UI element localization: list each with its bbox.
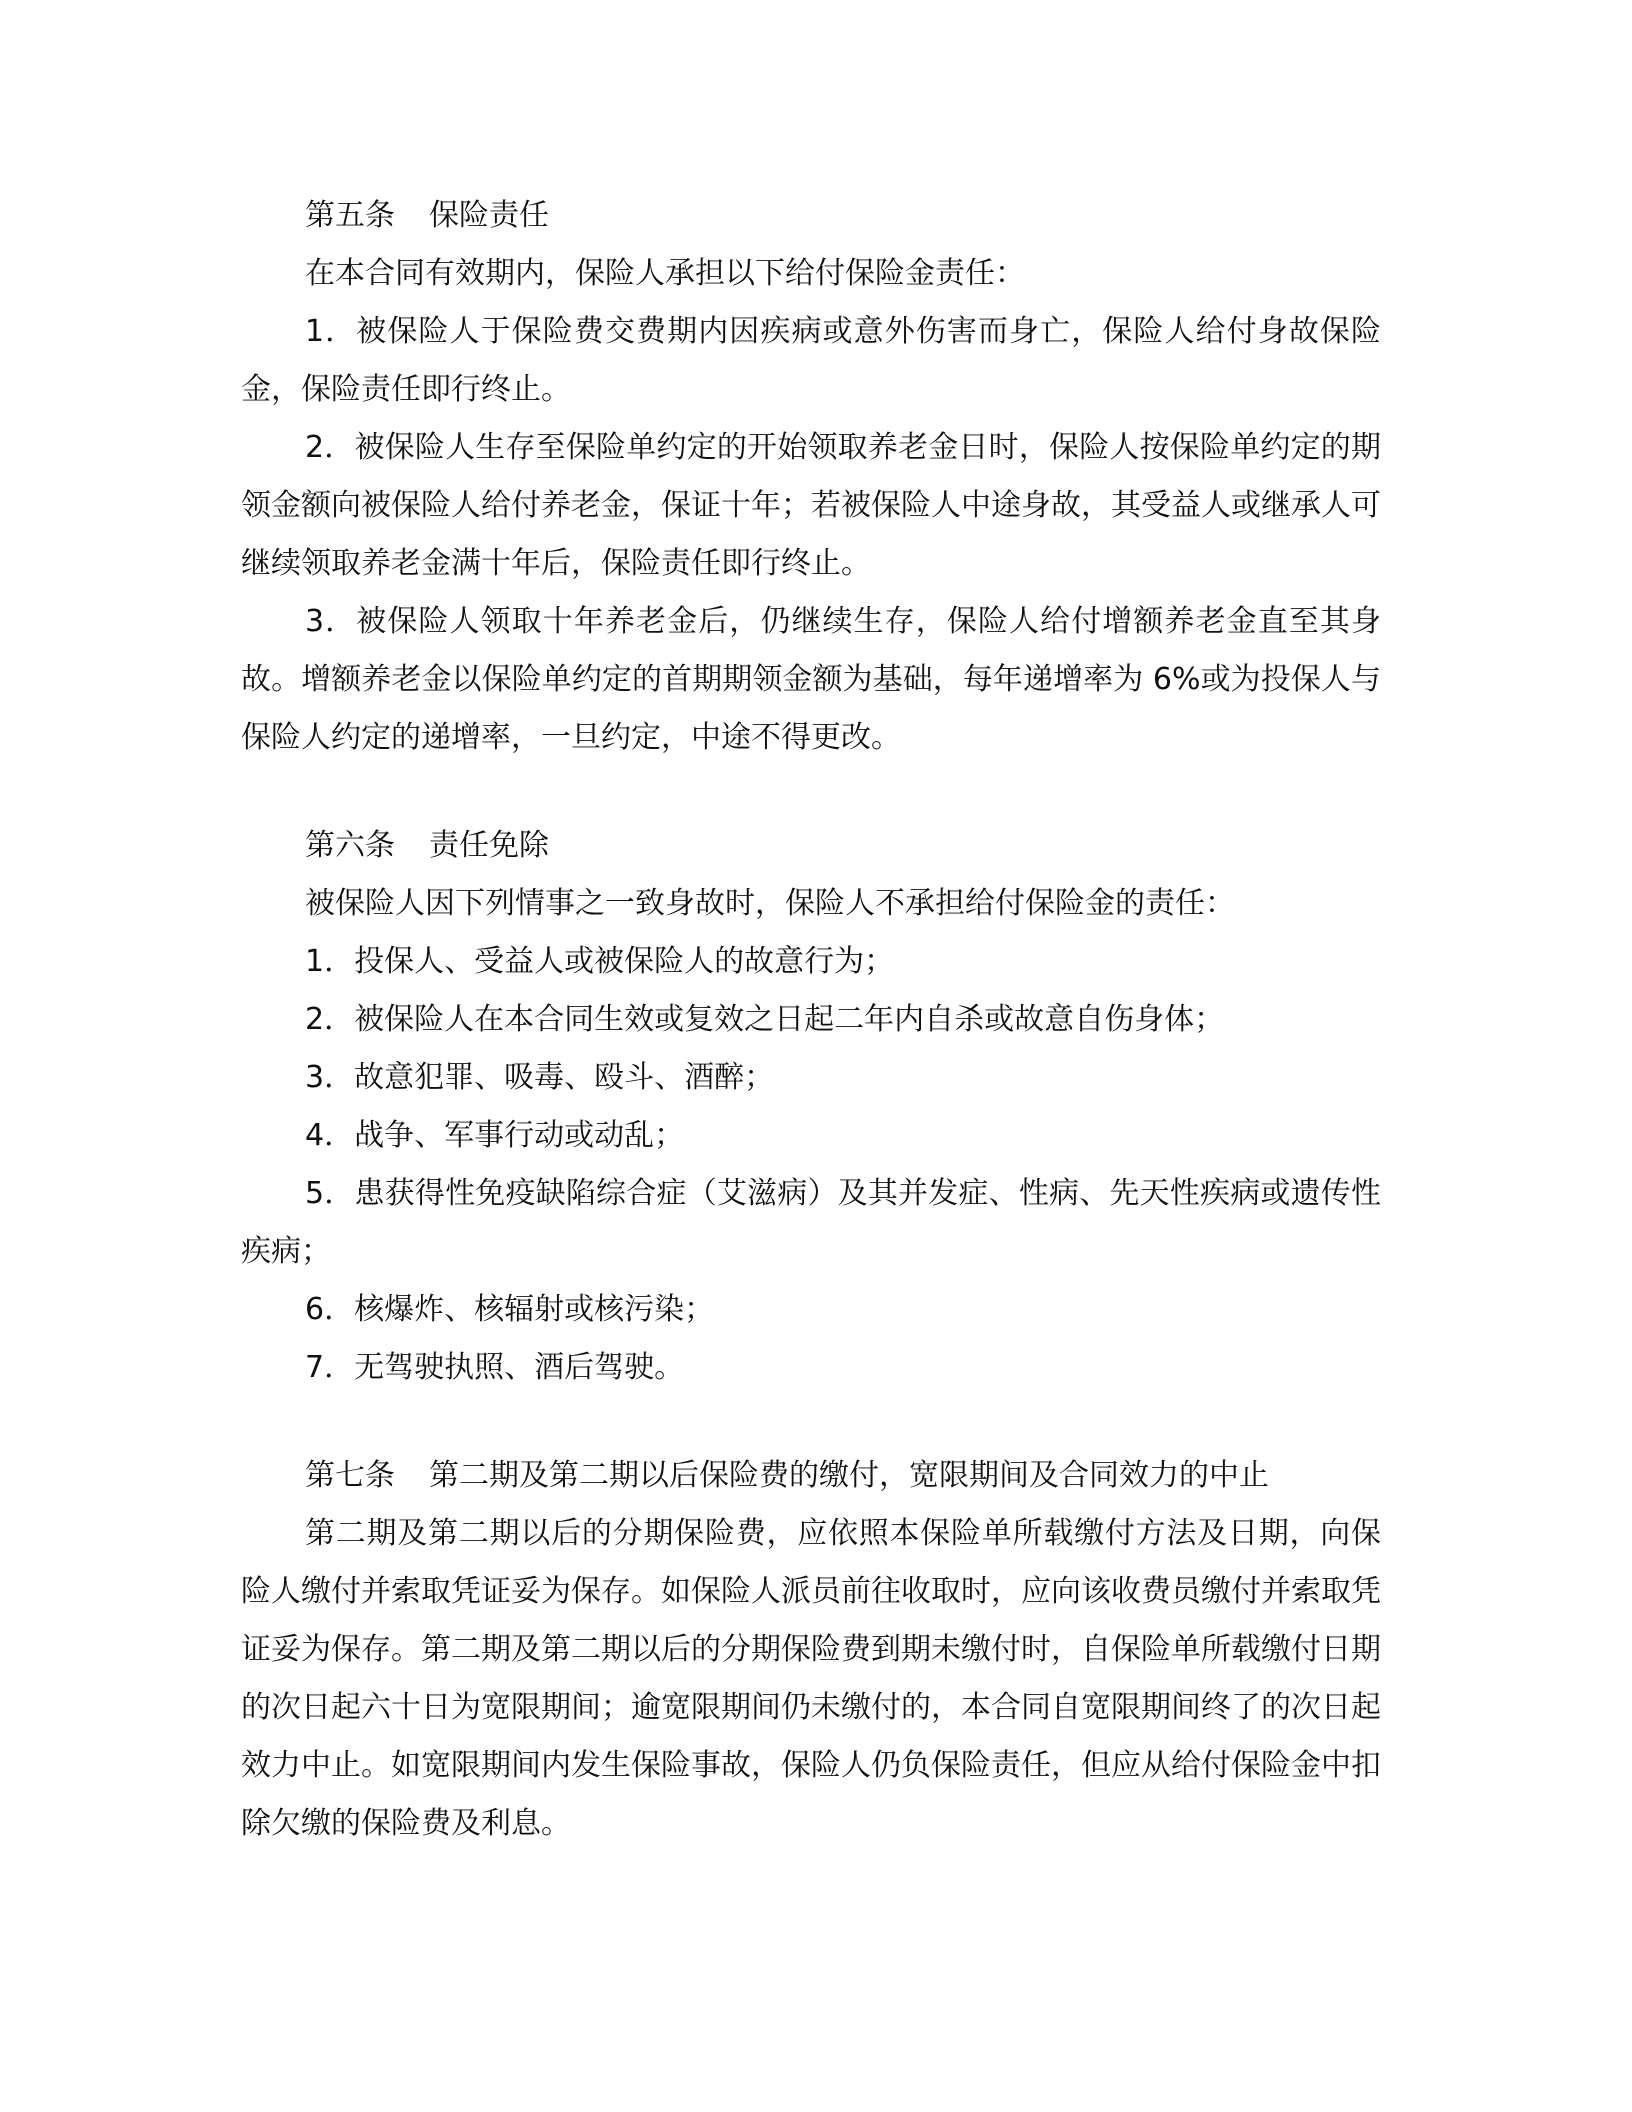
article-6-number: 第六条 (305, 828, 395, 863)
article-5-intro: 在本合同有效期内，保险人承担以下给付保险金责任： (305, 256, 1025, 291)
article-6-item-2: 2．被保险人在本合同生效或复效之日起二年内自杀或故意自伤身体； (305, 1002, 1225, 1037)
article-7-title: 第二期及第二期以后保险费的缴付，宽限期间及合同效力的中止 (429, 1458, 1269, 1493)
document-body (241, 187, 1381, 1853)
article-6-item-5: 5．患获得性免疫缺陷综合症（艾滋病）及其并发症、性病、先天性疾病或遗传性疾病； (241, 1176, 1381, 1269)
article-5-number: 第五条 (305, 198, 395, 233)
article-6-item-4: 4．战争、军事行动或动乱； (305, 1118, 685, 1153)
article-6-item-7: 7．无驾驶执照、酒后驾驶。 (305, 1350, 685, 1385)
article-6-heading (241, 817, 1381, 875)
article-5-item-2: 2．被保险人生存至保险单约定的开始领取养老金日时，保险人按保险单约定的期领金额向被保险人给付养老金，保证十年；若被保险人中途身故，其受益人或继承人可继续领取养老金满十年后，保险责任即行终止。 (241, 430, 1381, 581)
article-7 (241, 1447, 1381, 1853)
article-6 (241, 817, 1381, 1397)
article-7-heading (241, 1447, 1381, 1505)
article-6-item-1: 1．投保人、受益人或被保险人的故意行为； (305, 944, 895, 979)
article-5-item-1: 1．被保险人于保险费交费期内因疾病或意外伤害而身亡，保险人给付身故保险金，保险责任即行终止。 (241, 314, 1381, 407)
article-5 (241, 187, 1381, 767)
article-5-item-3: 3．被保险人领取十年养老金后，仍继续生存，保险人给付增额养老金直至其身故。增额养老金以保险单约定的首期期领金额为基础，每年递增率为 6%或为投保人与保险人约定的递增率，一旦约定，中途不得更改。 (241, 604, 1381, 755)
article-5-title: 保险责任 (429, 198, 549, 233)
article-7-body: 第二期及第二期以后的分期保险费，应依照本保险单所载缴付方法及日期，向保险人缴付并索取凭证妥为保存。如保险人派员前往收取时，应向该收费员缴付并索取凭证妥为保存。第二期及第二期以后的分期保险费到期未缴付时，自保险单所载缴付日期的次日起六十日为宽限期间；逾宽限期间仍未缴付的，本合同自宽限期间终了的次日起效力中止。如宽限期间内发生保险事故，保险人仍负保险责任，但应从给付保险金中扣除欠缴的保险费及利息。 (241, 1516, 1381, 1841)
article-6-item-3: 3．故意犯罪、吸毒、殴斗、酒醉； (305, 1060, 775, 1095)
article-6-item-6: 6．核爆炸、核辐射或核污染； (305, 1292, 715, 1327)
article-7-number: 第七条 (305, 1458, 395, 1493)
article-6-title: 责任免除 (429, 828, 549, 863)
article-6-intro: 被保险人因下列情事之一致身故时，保险人不承担给付保险金的责任： (305, 886, 1235, 921)
article-5-heading (241, 187, 1381, 245)
